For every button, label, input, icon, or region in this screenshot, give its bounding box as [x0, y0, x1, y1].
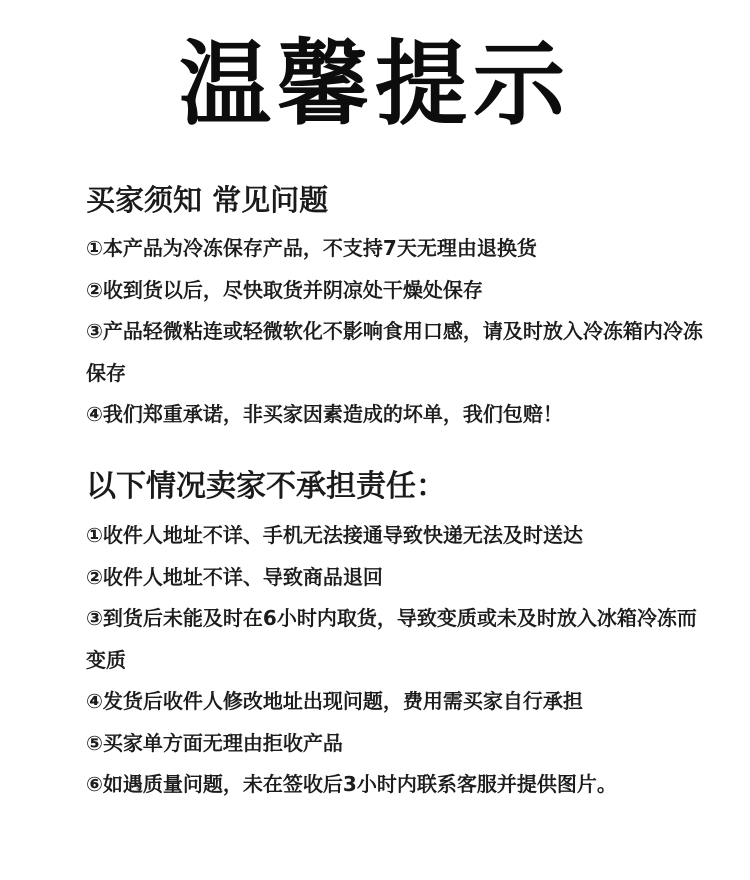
list-item: ②收件人地址不详、导致商品退回: [86, 564, 383, 589]
list-item: ⑤买家单方面无理由拒收产品: [86, 730, 343, 755]
list-item: ①收件人地址不详、手机无法接通导致快递无法及时送达: [86, 523, 583, 547]
list-item: ②收到货以后，尽快取货并阴凉处干燥处保存: [86, 277, 483, 302]
seller-disclaimer-list: [86, 515, 706, 806]
list-item: ③到货后未能及时在6小时内取货，导致变质或未及时放入冰箱冷冻而变质: [86, 606, 697, 672]
list-item: ①本产品为冷冻保存产品，不支持7天无理由退换货: [86, 236, 537, 260]
buyer-notice-heading: 买家须知 常见问题: [86, 183, 329, 217]
list-item: ④发货后收件人修改地址出现问题，费用需买家自行承担: [86, 689, 583, 713]
list-item: ③产品轻微粘连或轻微软化不影响食用口感，请及时放入冷冻箱内冷冻保存: [86, 319, 703, 385]
buyer-notice-list: [86, 228, 706, 436]
list-item: ④我们郑重承诺，非买家因素造成的坏单，我们包赔！: [86, 402, 563, 426]
seller-disclaimer-heading: 以下情况卖家不承担责任：: [86, 469, 446, 504]
list-item: ⑥如遇质量问题，未在签收后3小时内联系客服并提供图片。: [86, 772, 617, 796]
buyer-notice-section: [86, 178, 706, 436]
page-title: 温馨提示: [178, 31, 571, 138]
seller-disclaimer-section: [86, 465, 706, 806]
